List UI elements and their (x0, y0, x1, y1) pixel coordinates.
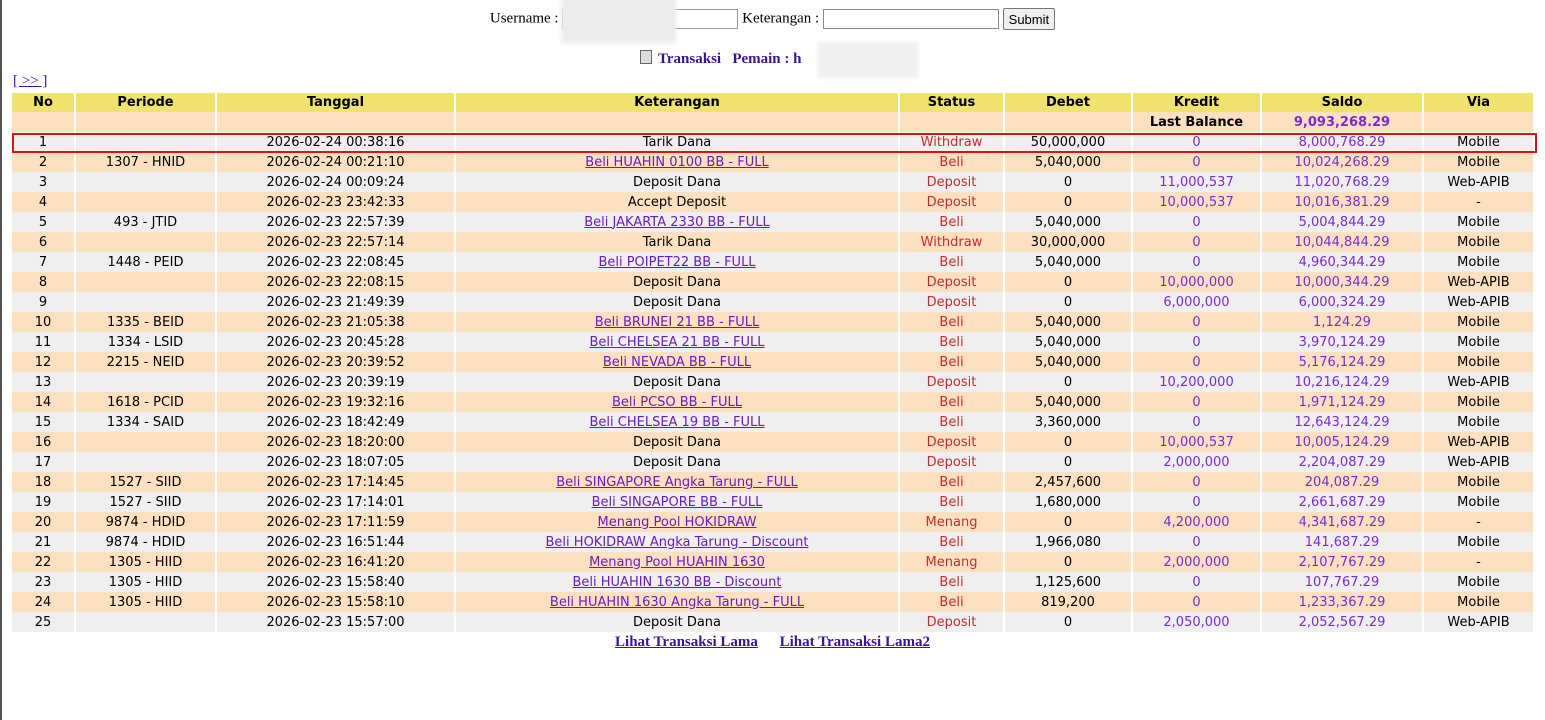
table-row (12, 372, 1535, 392)
cell-keterangan (456, 252, 900, 272)
cell-periode (76, 612, 217, 632)
cell-periode: 1334 - LSID (76, 332, 217, 352)
cell-kredit: 2,050,000 (1133, 612, 1262, 632)
cell-tanggal: 2026-02-23 15:58:40 (217, 572, 456, 592)
cell-keterangan (456, 312, 900, 332)
cell-periode: 1305 - HIID (76, 552, 217, 572)
filter-form (0, 8, 1545, 30)
cell-debet: 5,040,000 (1005, 312, 1133, 332)
cell-periode (76, 372, 217, 392)
last-balance-label: Last Balance (1133, 112, 1262, 132)
cell-tanggal: 2026-02-24 00:38:16 (217, 132, 456, 152)
cell-keterangan (456, 472, 900, 492)
cell-debet: 5,040,000 (1005, 392, 1133, 412)
cell-kredit: 0 (1133, 312, 1262, 332)
cell-kredit: 11,000,537 (1133, 172, 1262, 192)
cell-no: 21 (12, 532, 76, 552)
cell-via: Mobile (1424, 472, 1535, 492)
cell-tanggal: 2026-02-23 17:14:01 (217, 492, 456, 512)
cell-via: - (1424, 552, 1535, 572)
cell-via: Mobile (1424, 332, 1535, 352)
table-row (12, 232, 1535, 252)
cell-saldo: 10,000,344.29 (1262, 272, 1424, 292)
cell-tanggal: 2026-02-23 22:08:45 (217, 252, 456, 272)
redacted-username (561, 0, 676, 43)
cell-via: Mobile (1424, 572, 1535, 592)
redacted-player (818, 42, 918, 78)
cell-kredit: 0 (1133, 472, 1262, 492)
cell-tanggal: 2026-02-23 20:39:19 (217, 372, 456, 392)
cell-debet: 0 (1005, 452, 1133, 472)
cell-tanggal: 2026-02-23 21:05:38 (217, 312, 456, 332)
cell-periode (76, 292, 217, 312)
cell-periode: 1334 - SAID (76, 412, 217, 432)
last-balance-value: 9,093,268.29 (1262, 112, 1424, 132)
cell-kredit: 0 (1133, 592, 1262, 612)
cell-debet: 1,966,080 (1005, 532, 1133, 552)
cell-kredit: 0 (1133, 532, 1262, 552)
cell-debet: 3,360,000 (1005, 412, 1133, 432)
cell-via: Mobile (1424, 312, 1535, 332)
cell-kredit: 0 (1133, 492, 1262, 512)
col-tanggal: Tanggal (217, 93, 456, 112)
cell-status: Beli (900, 472, 1005, 492)
cell-saldo: 4,960,344.29 (1262, 252, 1424, 272)
col-status: Status (900, 93, 1005, 112)
cell-periode: 9874 - HDID (76, 512, 217, 532)
cell-tanggal: 2026-02-23 18:07:05 (217, 452, 456, 472)
cell-saldo: 8,000,768.29 (1262, 132, 1424, 152)
cell-periode (76, 272, 217, 292)
cell-via: Web-APIB (1424, 172, 1535, 192)
table-row (12, 592, 1535, 612)
cell-keterangan: Deposit Dana (456, 612, 900, 632)
cell-keterangan (456, 412, 900, 432)
cell-debet: 0 (1005, 432, 1133, 452)
cell-no: 12 (12, 352, 76, 372)
cell-via: Mobile (1424, 252, 1535, 272)
cell-debet: 819,200 (1005, 592, 1133, 612)
cell-periode (76, 452, 217, 472)
cell-status: Beli (900, 412, 1005, 432)
footer-links (0, 634, 1545, 651)
cell-status: Deposit (900, 272, 1005, 292)
table-row (12, 572, 1535, 592)
table-row (12, 292, 1535, 312)
cell-tanggal: 2026-02-23 21:49:39 (217, 292, 456, 312)
transaction-link[interactable]: Beli CHELSEA 19 BB - FULL (589, 414, 765, 430)
cell-via: Mobile (1424, 152, 1535, 172)
cell-status: Beli (900, 332, 1005, 352)
cell-kredit: 0 (1133, 572, 1262, 592)
cell-keterangan (456, 572, 900, 592)
transaction-table (12, 93, 1535, 632)
cell-saldo: 10,044,844.29 (1262, 232, 1424, 252)
cell-saldo: 2,204,087.29 (1262, 452, 1424, 472)
cell-no: 7 (12, 252, 76, 272)
cell-via: Mobile (1424, 492, 1535, 512)
cell-status: Deposit (900, 452, 1005, 472)
transaction-link[interactable]: Beli HUAHIN 1630 BB - Discount (572, 574, 782, 590)
cell-periode (76, 132, 217, 152)
transaction-link[interactable]: Beli HUAHIN 1630 Angka Tarung - FULL (549, 594, 805, 610)
cell-debet: 0 (1005, 372, 1133, 392)
cell-status: Beli (900, 152, 1005, 172)
cell-kredit: 10,000,537 (1133, 192, 1262, 212)
cell-via: Web-APIB (1424, 372, 1535, 392)
cell-keterangan (456, 392, 900, 412)
cell-status: Withdraw (900, 232, 1005, 252)
cell-keterangan: Tarik Dana (456, 132, 900, 152)
cell-status: Beli (900, 252, 1005, 272)
cell-saldo: 1,233,367.29 (1262, 592, 1424, 612)
table-row (12, 512, 1535, 532)
table-row (12, 612, 1535, 632)
transaction-link[interactable]: Beli NEVADA BB - FULL (602, 354, 752, 370)
cell-periode: 1305 - HIID (76, 592, 217, 612)
cell-no: 24 (12, 592, 76, 612)
cell-periode: 1335 - BEID (76, 312, 217, 332)
table-row (12, 352, 1535, 372)
cell-keterangan: Deposit Dana (456, 292, 900, 312)
cell-kredit: 0 (1133, 212, 1262, 232)
cell-kredit: 0 (1133, 132, 1262, 152)
cell-keterangan (456, 352, 900, 372)
cell-debet: 50,000,000 (1005, 132, 1133, 152)
username-label: Username : (489, 10, 559, 27)
cell-no: 8 (12, 272, 76, 292)
cell-via: Mobile (1424, 392, 1535, 412)
cell-kredit: 10,000,537 (1133, 432, 1262, 452)
cell-via: Web-APIB (1424, 272, 1535, 292)
cell-kredit: 4,200,000 (1133, 512, 1262, 532)
cell-saldo: 10,024,268.29 (1262, 152, 1424, 172)
cell-keterangan (456, 552, 900, 572)
cell-no: 3 (12, 172, 76, 192)
cell-keterangan: Deposit Dana (456, 432, 900, 452)
cell-saldo: 1,971,124.29 (1262, 392, 1424, 412)
table-row (12, 332, 1535, 352)
table-row (12, 212, 1535, 232)
cell-debet: 5,040,000 (1005, 212, 1133, 232)
table-row (12, 492, 1535, 512)
cell-keterangan: Deposit Dana (456, 272, 900, 292)
cell-tanggal: 2026-02-23 22:08:15 (217, 272, 456, 292)
cell-no: 19 (12, 492, 76, 512)
col-via: Via (1424, 93, 1535, 112)
table-row (12, 172, 1535, 192)
cell-kredit: 10,000,000 (1133, 272, 1262, 292)
cell-tanggal: 2026-02-23 17:11:59 (217, 512, 456, 532)
cell-no: 1 (12, 132, 76, 152)
cell-via: Mobile (1424, 412, 1535, 432)
keterangan-field[interactable] (823, 9, 999, 29)
table-row (12, 272, 1535, 292)
cell-kredit: 6,000,000 (1133, 292, 1262, 312)
cell-tanggal: 2026-02-23 16:51:44 (217, 532, 456, 552)
cell-debet: 0 (1005, 292, 1133, 312)
col-no: No (12, 93, 76, 112)
cell-saldo: 2,107,767.29 (1262, 552, 1424, 572)
clipboard-icon (640, 50, 652, 64)
cell-tanggal: 2026-02-24 00:09:24 (217, 172, 456, 192)
col-keterangan: Keterangan (456, 93, 900, 112)
cell-debet: 0 (1005, 272, 1133, 292)
cell-kredit: 10,200,000 (1133, 372, 1262, 392)
cell-via: Web-APIB (1424, 452, 1535, 472)
cell-status: Deposit (900, 292, 1005, 312)
cell-no: 11 (12, 332, 76, 352)
col-saldo: Saldo (1262, 93, 1424, 112)
cell-saldo: 10,016,381.29 (1262, 192, 1424, 212)
old-transactions-link[interactable]: Lihat Transaksi Lama (615, 634, 758, 650)
cell-debet: 0 (1005, 612, 1133, 632)
last-balance-row (12, 112, 1535, 132)
table-header (12, 93, 1535, 112)
cell-debet: 0 (1005, 192, 1133, 212)
cell-status: Deposit (900, 172, 1005, 192)
cell-periode (76, 232, 217, 252)
cell-saldo: 107,767.29 (1262, 572, 1424, 592)
cell-keterangan (456, 152, 900, 172)
table-row (12, 192, 1535, 212)
cell-no: 9 (12, 292, 76, 312)
cell-kredit: 0 (1133, 332, 1262, 352)
next-page-link[interactable]: [ >> ] (13, 73, 48, 89)
cell-no: 4 (12, 192, 76, 212)
cell-tanggal: 2026-02-23 22:57:39 (217, 212, 456, 232)
cell-periode: 9874 - HDID (76, 532, 217, 552)
cell-kredit: 0 (1133, 392, 1262, 412)
cell-kredit: 0 (1133, 352, 1262, 372)
cell-kredit: 0 (1133, 412, 1262, 432)
table-row (12, 312, 1535, 332)
cell-status: Beli (900, 492, 1005, 512)
cell-tanggal: 2026-02-23 18:42:49 (217, 412, 456, 432)
cell-debet: 1,680,000 (1005, 492, 1133, 512)
table-row (12, 472, 1535, 492)
cell-keterangan (456, 592, 900, 612)
cell-saldo: 2,661,687.29 (1262, 492, 1424, 512)
cell-status: Menang (900, 552, 1005, 572)
cell-no: 5 (12, 212, 76, 232)
cell-status: Beli (900, 532, 1005, 552)
cell-tanggal: 2026-02-23 22:57:14 (217, 232, 456, 252)
cell-kredit: 0 (1133, 252, 1262, 272)
cell-saldo: 10,216,124.29 (1262, 372, 1424, 392)
table-row (12, 452, 1535, 472)
cell-status: Deposit (900, 432, 1005, 452)
transaction-link[interactable]: Beli BRUNEI 21 BB - FULL (594, 314, 760, 330)
cell-no: 18 (12, 472, 76, 492)
cell-periode (76, 192, 217, 212)
cell-tanggal: 2026-02-23 20:39:52 (217, 352, 456, 372)
keterangan-label: Keterangan : (742, 10, 820, 27)
transaction-link[interactable]: Beli PCSO BB - FULL (611, 394, 743, 410)
cell-periode (76, 432, 217, 452)
cell-keterangan (456, 512, 900, 532)
left-border (0, 0, 2, 720)
table-row (12, 432, 1535, 452)
cell-keterangan: Accept Deposit (456, 192, 900, 212)
cell-saldo: 141,687.29 (1262, 532, 1424, 552)
cell-no: 6 (12, 232, 76, 252)
cell-periode: 2215 - NEID (76, 352, 217, 372)
cell-keterangan: Tarik Dana (456, 232, 900, 252)
cell-no: 25 (12, 612, 76, 632)
cell-tanggal: 2026-02-23 17:14:45 (217, 472, 456, 492)
cell-debet: 1,125,600 (1005, 572, 1133, 592)
cell-via: Mobile (1424, 352, 1535, 372)
cell-kredit: 2,000,000 (1133, 452, 1262, 472)
cell-via: Web-APIB (1424, 292, 1535, 312)
transaction-link[interactable]: Menang Pool HOKIDRAW (597, 514, 757, 530)
cell-periode: 1618 - PCID (76, 392, 217, 412)
cell-saldo: 204,087.29 (1262, 472, 1424, 492)
cell-no: 2 (12, 152, 76, 172)
cell-periode: 1305 - HIID (76, 572, 217, 592)
cell-debet: 5,040,000 (1005, 352, 1133, 372)
cell-saldo: 5,176,124.29 (1262, 352, 1424, 372)
cell-tanggal: 2026-02-23 18:20:00 (217, 432, 456, 452)
cell-debet: 5,040,000 (1005, 332, 1133, 352)
cell-debet: 5,040,000 (1005, 152, 1133, 172)
cell-tanggal: 2026-02-24 00:21:10 (217, 152, 456, 172)
cell-via: - (1424, 512, 1535, 532)
cell-no: 15 (12, 412, 76, 432)
cell-via: Mobile (1424, 212, 1535, 232)
cell-periode (76, 172, 217, 192)
cell-keterangan (456, 332, 900, 352)
transaksi-title: Transaksi (658, 51, 722, 67)
cell-saldo: 12,643,124.29 (1262, 412, 1424, 432)
cell-periode: 1307 - HNID (76, 152, 217, 172)
cell-via: Mobile (1424, 232, 1535, 252)
cell-kredit: 2,000,000 (1133, 552, 1262, 572)
cell-kredit: 0 (1133, 152, 1262, 172)
cell-no: 10 (12, 312, 76, 332)
cell-periode: 1448 - PEID (76, 252, 217, 272)
cell-via: - (1424, 192, 1535, 212)
cell-status: Deposit (900, 372, 1005, 392)
cell-saldo: 5,004,844.29 (1262, 212, 1424, 232)
cell-status: Menang (900, 512, 1005, 532)
pemain-label: Pemain : h (732, 51, 802, 67)
cell-periode: 1527 - SIID (76, 472, 217, 492)
username-field[interactable] (562, 9, 738, 29)
cell-status: Beli (900, 312, 1005, 332)
transaction-link[interactable]: Beli HOKIDRAW Angka Tarung - Discount (545, 534, 809, 550)
cell-no: 22 (12, 552, 76, 572)
cell-tanggal: 2026-02-23 16:41:20 (217, 552, 456, 572)
transaction-link[interactable]: Beli HUAHIN 0100 BB - FULL (585, 154, 769, 170)
cell-debet: 0 (1005, 552, 1133, 572)
cell-no: 23 (12, 572, 76, 592)
cell-debet: 0 (1005, 512, 1133, 532)
cell-keterangan: Deposit Dana (456, 452, 900, 472)
cell-saldo: 10,005,124.29 (1262, 432, 1424, 452)
cell-no: 13 (12, 372, 76, 392)
transaction-link[interactable]: Menang Pool HUAHIN 1630 (589, 554, 765, 570)
cell-keterangan (456, 532, 900, 552)
cell-status: Beli (900, 352, 1005, 372)
col-periode: Periode (76, 93, 217, 112)
cell-via: Web-APIB (1424, 612, 1535, 632)
table-row (12, 392, 1535, 412)
cell-no: 14 (12, 392, 76, 412)
cell-tanggal: 2026-02-23 20:45:28 (217, 332, 456, 352)
cell-kredit: 0 (1133, 232, 1262, 252)
cell-via: Mobile (1424, 532, 1535, 552)
cell-status: Deposit (900, 192, 1005, 212)
cell-tanggal: 2026-02-23 15:58:10 (217, 592, 456, 612)
table-row (12, 412, 1535, 432)
cell-tanggal: 2026-02-23 19:32:16 (217, 392, 456, 412)
transaction-link[interactable]: Beli CHELSEA 21 BB - FULL (589, 334, 765, 350)
table-row (12, 552, 1535, 572)
cell-via: Web-APIB (1424, 432, 1535, 452)
page-title (640, 50, 802, 68)
cell-keterangan (456, 212, 900, 232)
table-row (12, 252, 1535, 272)
submit-button[interactable]: Submit (1003, 8, 1055, 30)
transaction-link[interactable]: Beli SINGAPORE Angka Tarung - FULL (556, 474, 798, 490)
cell-status: Withdraw (900, 132, 1005, 152)
cell-debet: 0 (1005, 172, 1133, 192)
old-transactions-link-2[interactable]: Lihat Transaksi Lama2 (779, 634, 930, 650)
table-row (12, 152, 1535, 172)
cell-debet: 5,040,000 (1005, 252, 1133, 272)
cell-status: Beli (900, 212, 1005, 232)
col-kredit: Kredit (1133, 93, 1262, 112)
table-row (12, 532, 1535, 552)
transaction-link[interactable]: Beli POIPET22 BB - FULL (598, 254, 756, 270)
cell-status: Deposit (900, 612, 1005, 632)
cell-no: 16 (12, 432, 76, 452)
cell-debet: 2,457,600 (1005, 472, 1133, 492)
cell-no: 17 (12, 452, 76, 472)
table-row (12, 132, 1535, 152)
col-debet: Debet (1005, 93, 1133, 112)
cell-status: Beli (900, 572, 1005, 592)
cell-debet: 30,000,000 (1005, 232, 1133, 252)
cell-status: Beli (900, 592, 1005, 612)
cell-periode: 493 - JTID (76, 212, 217, 232)
cell-status: Beli (900, 392, 1005, 412)
cell-saldo: 6,000,324.29 (1262, 292, 1424, 312)
cell-saldo: 2,052,567.29 (1262, 612, 1424, 632)
cell-saldo: 11,020,768.29 (1262, 172, 1424, 192)
transaction-link[interactable]: Beli SINGAPORE BB - FULL (591, 494, 763, 510)
cell-via: Mobile (1424, 592, 1535, 612)
transaction-link[interactable]: Beli JAKARTA 2330 BB - FULL (584, 214, 770, 230)
cell-via: Mobile (1424, 132, 1535, 152)
cell-saldo: 4,341,687.29 (1262, 512, 1424, 532)
cell-saldo: 1,124.29 (1262, 312, 1424, 332)
cell-saldo: 3,970,124.29 (1262, 332, 1424, 352)
cell-keterangan: Deposit Dana (456, 172, 900, 192)
cell-tanggal: 2026-02-23 15:57:00 (217, 612, 456, 632)
cell-no: 20 (12, 512, 76, 532)
cell-periode: 1527 - SIID (76, 492, 217, 512)
cell-keterangan (456, 492, 900, 512)
cell-keterangan: Deposit Dana (456, 372, 900, 392)
cell-tanggal: 2026-02-23 23:42:33 (217, 192, 456, 212)
